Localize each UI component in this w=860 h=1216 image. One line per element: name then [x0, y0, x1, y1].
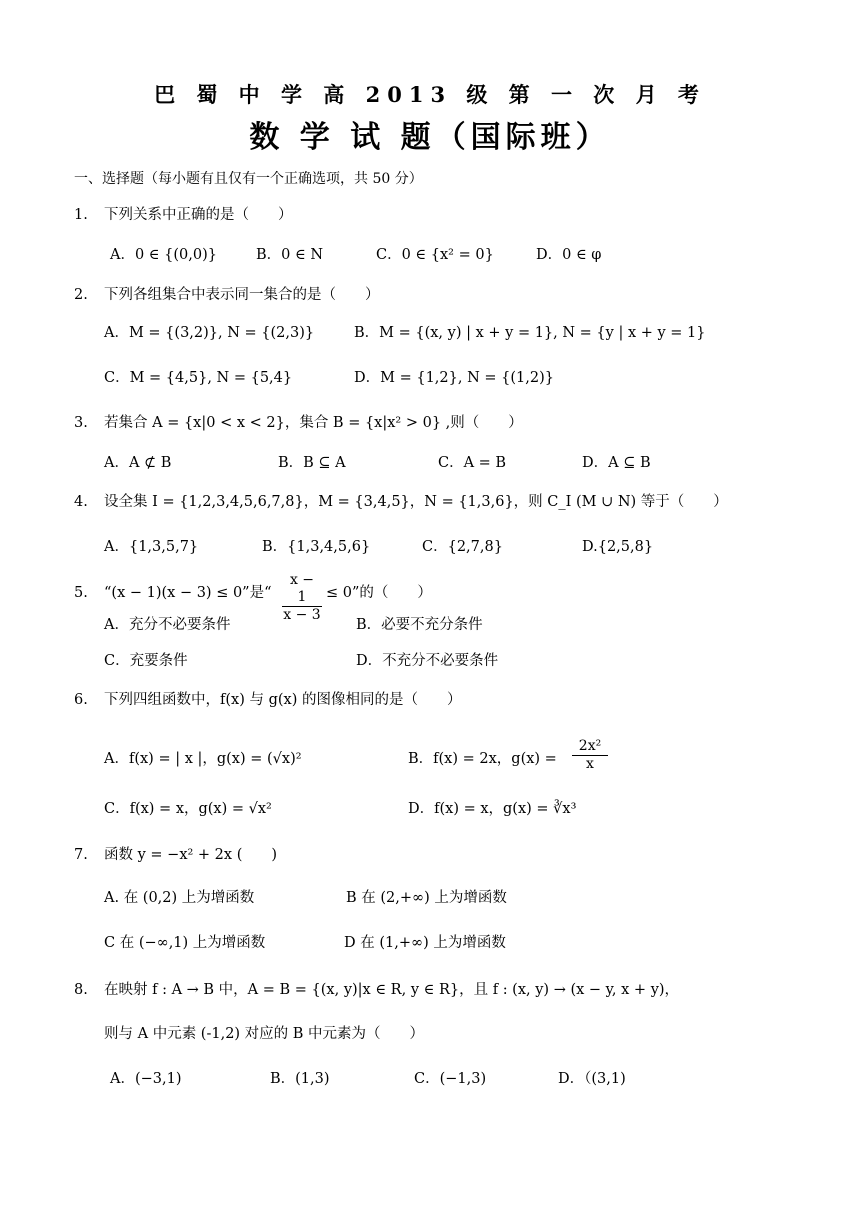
option-c: C．{2,7,8}: [422, 539, 503, 555]
question-stem: 下列各组集合中表示同一集合的是（ ）: [104, 287, 380, 303]
option-c: C．(−1,3): [414, 1071, 487, 1087]
option-a: A．(−3,1): [110, 1071, 182, 1087]
question-stem: 在映射 f : A → B 中，A = B = {(x, y)|x ∈ R, y ∈ R}，且 f : (x, y) → (x − y, x + y)，: [104, 982, 680, 998]
section-heading: 一、选择题（每小题有且仅有一个正确选项，共 50 分）: [74, 171, 423, 187]
option-c: C．充要条件: [104, 653, 188, 669]
question-number: 3.: [74, 415, 88, 431]
fraction-numerator: x − 1: [282, 572, 322, 607]
option-b: B．M = {(x, y) | x + y = 1}, N = {y | x + y = 1}: [354, 325, 706, 341]
option-b: B．0 ∈ N: [256, 247, 324, 263]
question-number: 8.: [74, 982, 88, 998]
option-b: B 在 (2,+∞) 上为增函数: [346, 890, 507, 906]
question-stem: 设全集 I = {1,2,3,4,5,6,7,8}，M = {3,4,5}，N = {1,3,6}，则 C_I (M ∪ N) 等于（ ）: [104, 494, 728, 510]
question-stem-suffix: ≤ 0”的（ ）: [326, 585, 432, 601]
question-number: 6.: [74, 692, 88, 708]
option-d: D．M = {1,2}, N = {(1,2)}: [354, 370, 554, 386]
option-d: D．f(x) = x，g(x) = ∛x³: [408, 801, 577, 817]
option-d: D 在 (1,+∞) 上为增函数: [344, 935, 506, 951]
question-number: 1.: [74, 207, 88, 223]
option-b: B．B ⊆ A: [278, 455, 346, 471]
option-d: D.{2,5,8}: [582, 539, 654, 555]
question-stem: 若集合 A = {x|0 < x < 2}，集合 B = {x|x² > 0} ,则（ ）: [104, 415, 523, 431]
option-c: C．M = {4,5}, N = {5,4}: [104, 370, 293, 386]
question-number: 4.: [74, 494, 88, 510]
fraction: [572, 738, 608, 773]
option-a: A. 在 (0,2) 上为增函数: [104, 890, 255, 906]
option-a: A．A ⊄ B: [104, 455, 172, 471]
option-b: B．{1,3,4,5,6}: [262, 539, 371, 555]
option-b: B．(1,3): [270, 1071, 330, 1087]
fraction-denominator: x: [586, 756, 594, 772]
fraction-numerator: 2x²: [572, 738, 608, 756]
option-a: A．M = {(3,2)}, N = {(2,3)}: [104, 325, 315, 341]
exam-title-line2: 数 学 试 题（国际班）: [249, 120, 611, 155]
option-b-prefix: B．f(x) = 2x，g(x) =: [408, 751, 557, 767]
question-number: 5.: [74, 585, 88, 601]
option-a: A．0 ∈ {(0,0)}: [110, 247, 217, 263]
question-number: 2.: [74, 287, 88, 303]
option-d: D．（(3,1): [558, 1071, 626, 1087]
option-c: C 在 (−∞,1) 上为增函数: [104, 935, 266, 951]
question-number: 7.: [74, 847, 88, 863]
option-b: B．必要不充分条件: [356, 617, 483, 633]
option-a: A．充分不必要条件: [104, 617, 231, 633]
question-stem-line2: 则与 A 中元素 (-1,2) 对应的 B 中元素为（ ）: [104, 1026, 425, 1042]
exam-title-line1: 巴 蜀 中 学 高 2013 级 第 一 次 月 考: [154, 82, 706, 107]
question-stem: 下列四组函数中，f(x) 与 g(x) 的图像相同的是（ ）: [104, 692, 462, 708]
question-stem-prefix: “(x − 1)(x − 3) ≤ 0”是“: [104, 585, 272, 601]
question-stem: 下列关系中正确的是（ ）: [104, 207, 293, 223]
option-d: D．0 ∈ φ: [536, 247, 602, 263]
fraction-denominator: x − 3: [283, 607, 321, 623]
question-stem: 函数 y = −x² + 2x ( ): [104, 847, 278, 863]
option-d: D．A ⊆ B: [582, 455, 651, 471]
option-d: D．不充分不必要条件: [356, 653, 499, 669]
option-a: A．f(x) = | x |，g(x) = (√x)²: [104, 751, 302, 767]
fraction: [282, 572, 322, 624]
option-c: C．f(x) = x，g(x) = √x²: [104, 801, 272, 817]
option-a: A．{1,3,5,7}: [104, 539, 199, 555]
option-c: C．A = B: [438, 455, 507, 471]
option-c: C．0 ∈ {x² = 0}: [376, 247, 494, 263]
